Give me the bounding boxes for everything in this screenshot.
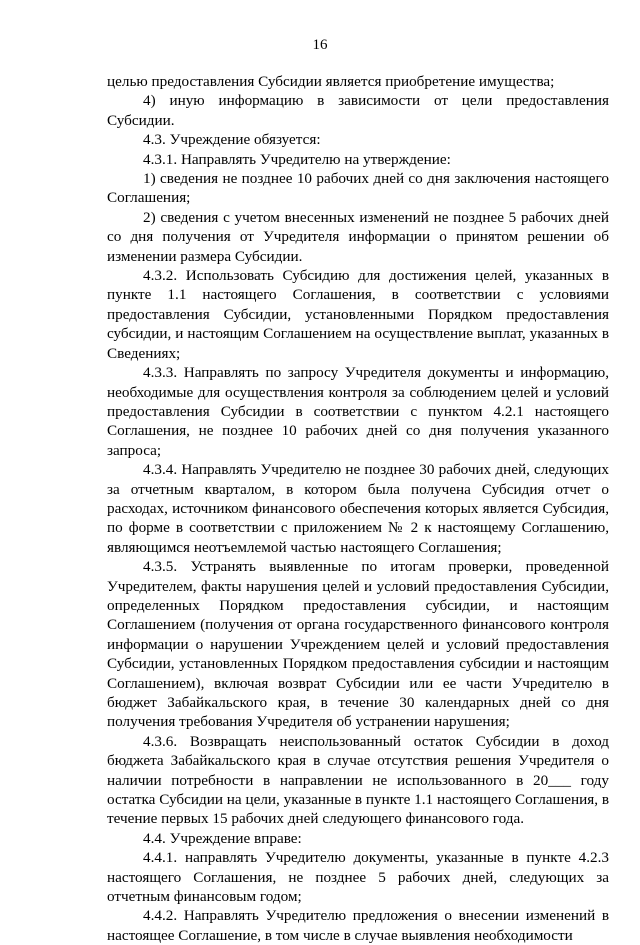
section-heading-4-3: 4.3. Учреждение обязуется: <box>143 131 321 149</box>
paragraph-4-4-1: 4.4.1. направлять Учредителю документы, указанные в пункте 4.2.3 настоящего Соглашения, не позднее 5 рабочих дней, следующих за отчетным финансовым годом; <box>107 849 609 906</box>
paragraph-4-3-1: 4.3.1. Направлять Учредителю на утверждение: <box>143 150 451 168</box>
page-number: 16 <box>312 37 328 53</box>
paragraph-4-4-2: 4.4.2. Направлять Учредителю предложения о внесении изменений в настоящее Соглашение, в том числе в случае выявления необходимости <box>107 907 609 944</box>
paragraph-4-3-3: 4.3.3. Направлять по запросу Учредителя документы и информацию, необходимые для осуществления контроля за соблюдением целей и условий предоставления Субсидии в соответствии с пунктом 4.2.1 настоящего Соглашения, не позднее 10 рабочих дней со дня получения указанного запроса; <box>107 364 609 459</box>
paragraph-4-3-1-item-1: 1) сведения не позднее 10 рабочих дней со дня заключения настоящего Соглашения; <box>107 170 609 207</box>
paragraph-4-3-6: 4.3.6. Возвращать неиспользованный остаток Субсидии в доход бюджета Забайкальского края в случае отсутствия решения Учредителя о наличии потребности в направлении не использованного в 20___ году остатка Субсидии на цели, указанные в пункте 1.1 настоящего Соглашения, в течение первых 15 рабочих дней следующего финансового года. <box>107 732 609 828</box>
section-heading-4-4: 4.4. Учреждение вправе: <box>143 829 302 847</box>
paragraph-item-4: 4) иную информацию в зависимости от цели предоставления Субсидии. <box>107 92 609 129</box>
paragraph-4-3-2: 4.3.2. Использовать Субсидию для достижения целей, указанных в пункте 1.1 настоящего Соглашения, в соответствии с условиями предоставления Субсидии, установленными Порядком предоставления субсидии, и настоящим Соглашением на осуществление выплат, указанных в Сведениях; <box>107 267 609 362</box>
document-body <box>107 72 609 945</box>
paragraph-4-3-5: 4.3.5. Устранять выявленные по итогам проверки, проведенной Учредителем, факты нарушения целей и условий предоставления Субсидии, определенных Порядком предоставления субсидии, и настоящим Соглашением (получения от органа государственного финансового контроля информации о нарушении Учреждением целей и условий предоставления Субсидии, установленных Порядком предоставления субсидии и настоящим Соглашением), включая возврат Субсидии или ее части Учредителю в бюджет Забайкальского края, в течение 30 календарных дней со дня получения требования Учредителя об устранении нарушения; <box>107 558 609 731</box>
paragraph-4-3-4: 4.3.4. Направлять Учредителю не позднее 30 рабочих дней, следующих за отчетным кварталом, в котором была получена Субсидия отчет о расходах, источником финансового обеспечения которых является Субсидия, по форме в соответствии с приложением № 2 к настоящему Соглашению, являющимся неотъемлемой частью настоящего Соглашения; <box>107 461 609 556</box>
paragraph-continuation: целью предоставления Субсидии является приобретение имущества; <box>107 73 555 90</box>
paragraph-4-3-1-item-2: 2) сведения с учетом внесенных изменений не позднее 5 рабочих дней со дня получения от Учредителя информации о принятом решении об изменении размера Субсидии. <box>107 208 609 265</box>
